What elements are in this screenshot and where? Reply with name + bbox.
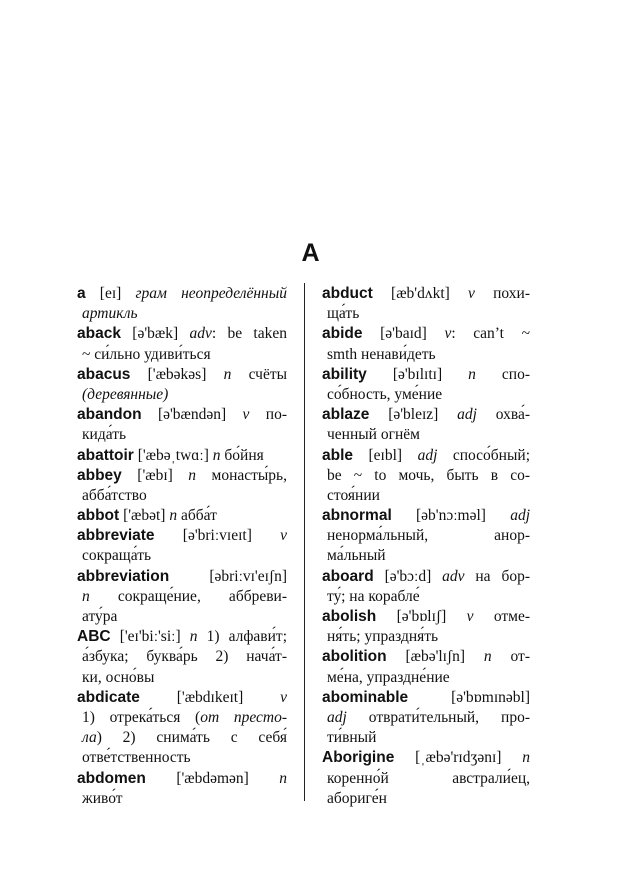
entry-line [322,324,530,344]
entry-text: со́бность, уме́ние [327,385,443,403]
entry-transcription: [ə'bɔːd] [373,567,443,585]
entry-line [322,466,530,486]
entry-transcription: ['æbəˌtwɑː] [133,446,213,464]
entry-text: абба́т [177,507,217,525]
entry-headword: aboard [322,567,374,585]
entry-label: n [522,749,530,767]
entry-text: 1) алфави́т; [197,628,287,646]
entry-transcription: [ə'bæk] [120,325,190,343]
entry-line [77,405,287,425]
entry-text: be ~ to мочь, быть в со- [327,466,530,484]
section-letter-heading: A [301,239,320,267]
entry-text: кида́ть [82,426,127,444]
entry-line [77,466,287,486]
entry-transcription: [ə'briːvɪeɪt] [154,527,281,545]
entry-text: отврати́тельный, про- [346,708,530,726]
entry-label: n [188,466,197,484]
entry-line [77,688,287,708]
dictionary-entry [77,365,287,405]
entry-transcription: ['eɪ'biː'siː] [110,628,190,646]
entry-line [77,304,287,324]
entry-label: v [466,608,474,625]
entry-line [77,385,287,405]
entry-line [77,365,287,385]
dictionary-entry [77,567,287,628]
entry-line [322,688,530,708]
entry-line [322,506,530,526]
entry-transcription: [ə'bɒmɪnəbl] [408,688,530,706]
entry-label: v [468,285,475,302]
entry-line [77,284,287,304]
entry-text: счёты [231,365,288,383]
entry-text: спосо́бный; [437,446,530,464]
entry-label: adv [442,567,465,585]
entry-label: v [280,688,287,706]
entry-line [77,587,287,607]
entry-headword: Aborigine [322,749,395,767]
entry-line [77,486,287,506]
entry-text: сокраща́ть [82,547,152,565]
entry-line [322,405,530,425]
entry-line [77,324,287,344]
entry-headword: abacus [77,365,131,383]
entry-label: n [279,769,287,787]
entry-transcription: ['æbəkəs] [130,365,224,383]
entry-line [322,284,530,304]
entry-label: n [468,365,476,383]
entry-text: отме- [473,608,530,625]
entry-line [322,708,530,728]
entry-headword: abominable [322,688,409,706]
dictionary-entry [322,284,530,324]
dictionary-entry [322,748,530,809]
entry-line [322,748,530,768]
entry-text: ату́ра [82,608,118,625]
entry-label: грам неопределённый [135,285,287,302]
entry-label: adj [457,406,477,424]
dictionary-entry [77,506,287,526]
entry-line [322,546,530,566]
entry-text: живо́т [82,789,123,807]
entry-text: на бор- [464,567,530,585]
entry-line [77,789,287,809]
entry-label: ла [82,729,97,747]
dictionary-entry [77,688,287,769]
dictionary-entry [322,567,530,607]
entry-headword: abnormal [322,507,392,525]
entry-label: n [82,587,90,605]
entry-headword: ability [322,365,367,383]
dictionary-entry [77,405,287,445]
entry-text: монасты́рь, [196,466,287,484]
entry-transcription: ['æbɪ] [121,466,189,484]
entry-line [77,627,287,647]
dictionary-entry [322,324,530,364]
dictionary-entry [322,647,530,687]
entry-line [322,769,530,789]
entry-label: n [212,446,221,464]
entry-transcription: [əbriːvɪ'eɪʃn] [169,567,287,585]
entry-text: smth ненави́деть [327,345,436,363]
entry-transcription: [ə'baɪd] [362,325,445,343]
entry-text: ме́на, упраздне́ние [327,668,450,686]
entry-text: ти́вный [327,729,377,747]
entry-transcription: [æb'dʌkt] [372,285,469,302]
right-column [322,284,530,809]
entry-transcription: ['æbdɪkeɪt] [139,688,281,706]
entry-headword: abolish [322,608,377,625]
entry-line [77,425,287,445]
entry-line [77,546,287,566]
entry-headword: ablaze [322,406,370,424]
entry-label: adj [327,708,347,726]
dictionary-entry [77,446,287,466]
entry-text: спо- [475,365,531,383]
entry-line [322,345,530,365]
entry-line [322,789,530,809]
entry-headword: abduct [322,285,373,302]
entry-text: абориге́н [327,789,387,807]
dictionary-entry [322,446,530,507]
entry-headword: aback [77,325,121,343]
entry-label: n [169,507,178,525]
column-divider [304,283,305,801]
entry-transcription: [ə'bɪlɪtɪ] [366,365,469,383]
entry-line [322,567,530,587]
entry-line [322,425,530,445]
entry-headword: abandon [77,406,142,424]
left-column [77,284,287,809]
entry-text: 1) отрека́ться ( [82,708,201,726]
entry-line [322,668,530,688]
entry-line [322,627,530,647]
entry-line [322,304,530,324]
entry-text: ) 2) снима́ть с себя́ [96,729,287,747]
entry-transcription: [eɪ] [85,285,136,302]
entry-label: (деревянные) [82,385,169,403]
entry-label: n [189,628,198,646]
entry-headword: abdomen [77,769,146,787]
entry-line [322,385,530,405]
entry-label: n [483,648,492,666]
entry-headword: abbey [77,466,122,484]
entry-label: adj [417,446,438,464]
entry-transcription: [ə'bɒlɪʃ] [376,608,467,625]
entry-text: охва́- [476,406,530,424]
entry-headword: abide [322,325,363,343]
entry-text: от- [491,648,530,666]
entry-line [322,647,530,667]
entry-headword: abdicate [77,688,140,706]
entry-line [322,587,530,607]
entry-transcription: [æbə'lɪʃn] [386,648,484,666]
entry-line [77,769,287,789]
entry-text: абба́тство [82,486,147,504]
entry-text: : be taken [211,325,287,343]
dictionary-entry [77,324,287,364]
entry-line [322,607,530,627]
entry-label: n [223,365,232,383]
dictionary-entry [322,365,530,405]
entry-headword: abattoir [77,446,134,464]
entry-text: похи- [474,285,530,302]
entry-text: ща́ть [327,305,360,323]
dictionary-entry [77,526,287,566]
entry-line [77,506,287,526]
dictionary-entry [77,466,287,506]
dictionary-entry [322,688,530,749]
dictionary-entry [77,284,287,324]
entry-text: бо́йня [220,446,264,464]
entry-label: v [242,406,250,424]
dictionary-entry [322,607,530,647]
entry-transcription: [ə'bleɪz] [369,406,458,424]
entry-label: adv [189,325,212,343]
entry-line [77,647,287,667]
entry-text: ~ си́льно удиви́ться [82,345,211,363]
entry-text: стоя́нии [327,486,380,504]
entry-line [322,446,530,466]
entry-text: ченный огнём [327,426,420,444]
entry-text: ту́; на корабле́ [327,587,420,605]
entry-transcription: ['æbdəmən] [145,769,280,787]
entry-headword: able [322,446,354,464]
entry-line [77,708,287,728]
entry-line [322,486,530,506]
entry-text: ненорма́льный, анор- [327,527,530,545]
entry-label: adj [510,507,530,525]
entry-transcription: [ə'bændən] [141,406,243,424]
entry-headword: abbreviate [77,527,155,545]
entry-text: коренно́й австрали́ец, [327,769,530,787]
entry-transcription: ['æbət] [119,507,170,525]
dictionary-entry [322,405,530,445]
entry-line [77,748,287,768]
entry-text: сокраще́ние, аббреви- [89,587,287,605]
dictionary-entry [322,506,530,567]
entry-text: ма́льный [327,547,386,565]
entry-headword: abolition [322,648,387,666]
entry-headword: abbreviation [77,567,170,585]
entry-transcription: [əb'nɔːməl] [391,507,511,525]
entry-transcription: [eɪbl] [353,446,418,464]
entry-line [77,567,287,587]
entry-text: отве́тственность [82,749,191,767]
entry-line [322,728,530,748]
entry-line [77,345,287,365]
dictionary-entry [77,769,287,809]
entry-text: а́збука; буква́рь 2) нача́т- [82,648,287,666]
entry-line [77,446,287,466]
entry-line [77,728,287,748]
entry-headword: ABC [77,628,111,646]
entry-transcription: [ˌæbə'rɪdʒənɪ] [394,749,523,767]
entry-line [77,526,287,546]
entry-label: v [280,527,287,545]
entry-text: : can’t ~ [451,325,531,343]
entry-label: артикль [82,305,138,323]
entry-text: ня́ть; упраздня́ть [327,628,439,646]
entry-label: v [444,325,452,343]
dictionary-entry [77,627,287,688]
entry-text: по- [249,406,287,424]
entry-line [322,526,530,546]
entry-line [77,607,287,627]
entry-headword: a [77,285,86,302]
entry-headword: abbot [77,507,120,525]
entry-text: ки, осно́вы [82,668,155,686]
entry-label: от престо- [200,708,287,726]
entry-line [322,365,530,385]
entry-line [77,668,287,688]
